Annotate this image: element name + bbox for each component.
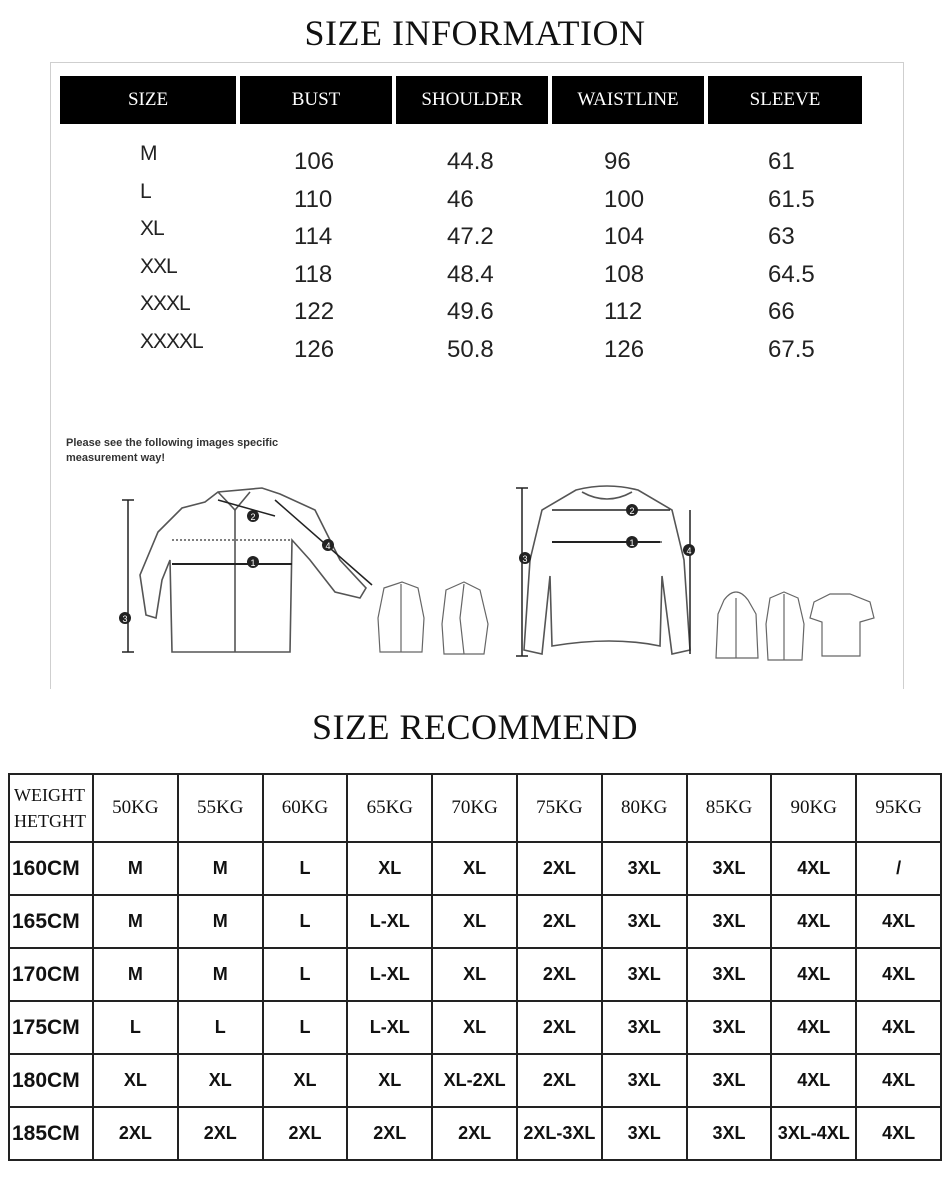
recommended-size-cell: 4XL: [771, 1054, 856, 1107]
svg-text:2: 2: [250, 512, 256, 522]
height-row: [9, 1107, 941, 1160]
height-row: [9, 842, 941, 895]
recommended-size-cell: XL: [432, 948, 517, 1001]
sleeve-value: 67.5: [768, 335, 815, 363]
waist-value: 126: [604, 335, 645, 363]
size-label: XXXL: [140, 292, 190, 315]
jacket-thumbnails: [372, 578, 497, 658]
sleeve-value: 61.5: [768, 185, 815, 213]
shoulder-value: 48.4: [447, 260, 494, 288]
size-label: M: [140, 142, 157, 165]
bust-value: 126: [294, 335, 335, 363]
sleeve-value: 61: [768, 148, 795, 175]
recommended-size-cell: 3XL: [687, 1001, 772, 1054]
sweater-measurement-diagram: [512, 480, 702, 670]
recommended-size-cell: 4XL: [856, 1001, 941, 1054]
recommended-size-cell: 2XL: [517, 842, 602, 895]
recommended-size-cell: 3XL: [602, 1001, 687, 1054]
recommended-size-cell: 3XL: [602, 948, 687, 1001]
recommended-size-cell: 2XL: [517, 1001, 602, 1054]
size-label: L: [140, 179, 151, 203]
weight-header-cell: 80KG: [602, 774, 687, 842]
height-row: [9, 1054, 941, 1107]
weight-header-cell: 65KG: [347, 774, 432, 842]
size-information-title: SIZE INFORMATION: [304, 13, 646, 53]
header-waistline: WAISTLINE: [552, 76, 704, 124]
garment-thumbnails: [710, 584, 880, 664]
height-row: [9, 948, 941, 1001]
recommended-size-cell: 4XL: [856, 1107, 941, 1160]
height-label: 175CM: [9, 1001, 93, 1054]
waist-value: 112: [604, 298, 643, 325]
header-size: SIZE: [60, 76, 236, 124]
weight-header-cell: 95KG: [856, 774, 941, 842]
size-recommend-title: SIZE RECOMMEND: [311, 707, 638, 747]
recommended-size-cell: 2XL-3XL: [517, 1107, 602, 1160]
waist-value: 100: [604, 185, 645, 213]
height-row: [9, 895, 941, 948]
recommended-size-cell: 3XL: [687, 842, 772, 895]
header-sleeve: SLEEVE: [708, 76, 862, 124]
header-bust: BUST: [240, 76, 392, 124]
sleeve-value: 66: [768, 298, 795, 325]
svg-text:1: 1: [250, 558, 256, 568]
shoulder-value: 49.6: [447, 298, 494, 325]
recommended-size-cell: L: [93, 1001, 178, 1054]
recommended-size-cell: L-XL: [347, 948, 432, 1001]
recommended-size-cell: L: [263, 842, 348, 895]
recommended-size-cell: XL: [347, 842, 432, 895]
weight-header-cell: 55KG: [178, 774, 263, 842]
recommended-size-cell: M: [93, 948, 178, 1001]
weight-header-cell: 50KG: [93, 774, 178, 842]
shoulder-value: 44.8: [447, 148, 494, 175]
shoulder-value: 50.8: [447, 335, 494, 363]
recommended-size-cell: XL: [93, 1054, 178, 1107]
size-label: XXL: [140, 254, 177, 278]
recommended-size-cell: 4XL: [856, 1054, 941, 1107]
svg-text:4: 4: [325, 541, 331, 551]
bust-value: 114: [294, 223, 333, 250]
weight-header-row: [9, 774, 941, 842]
recommended-size-cell: 4XL: [771, 895, 856, 948]
recommended-size-cell: 3XL: [602, 1054, 687, 1107]
recommended-size-cell: M: [178, 895, 263, 948]
recommended-size-cell: 2XL: [517, 895, 602, 948]
corner-height-label: HETGHT: [14, 811, 86, 831]
recommended-size-cell: 3XL: [602, 842, 687, 895]
recommended-size-cell: 4XL: [771, 948, 856, 1001]
recommended-size-cell: 4XL: [771, 1001, 856, 1054]
recommended-size-cell: XL: [432, 895, 517, 948]
recommended-size-cell: /: [856, 842, 941, 895]
recommended-size-cell: 2XL: [517, 1054, 602, 1107]
recommended-size-cell: L: [263, 895, 348, 948]
bust-value: 106: [294, 148, 335, 175]
recommended-size-cell: 3XL: [602, 1107, 687, 1160]
recommended-size-cell: XL: [178, 1054, 263, 1107]
sleeve-value: 64.5: [768, 260, 815, 288]
waist-value: 96: [604, 148, 631, 175]
recommended-size-cell: 3XL: [687, 948, 772, 1001]
recommended-size-cell: L: [263, 948, 348, 1001]
corner-weight-label: WEIGHT: [14, 785, 85, 805]
measurement-note: [66, 436, 306, 466]
recommended-size-cell: 4XL: [856, 948, 941, 1001]
size-recommend-table: [8, 773, 942, 1161]
recommended-size-cell: 3XL-4XL: [771, 1107, 856, 1160]
height-label: 165CM: [9, 895, 93, 948]
bust-value: 122: [294, 298, 335, 325]
sleeve-value: 63: [768, 223, 795, 250]
size-label: XXXXL: [140, 329, 203, 353]
recommended-size-cell: XL: [347, 1054, 432, 1107]
recommended-size-cell: 3XL: [687, 1107, 772, 1160]
recommended-size-cell: 2XL: [347, 1107, 432, 1160]
height-label: 170CM: [9, 948, 93, 1001]
svg-text:4: 4: [686, 546, 692, 556]
shoulder-value: 47.2: [447, 223, 494, 250]
recommended-size-cell: L-XL: [347, 1001, 432, 1054]
recommended-size-cell: 3XL: [687, 1054, 772, 1107]
weight-header-cell: 90KG: [771, 774, 856, 842]
height-label: 185CM: [9, 1107, 93, 1160]
recommended-size-cell: 3XL: [687, 895, 772, 948]
recommended-size-cell: XL-2XL: [432, 1054, 517, 1107]
weight-height-corner: [9, 774, 93, 842]
size-recommend-table-wrapper: [8, 773, 940, 1173]
header-shoulder: SHOULDER: [396, 76, 548, 124]
height-label: 180CM: [9, 1054, 93, 1107]
note-line-1: Please see the following images specific: [66, 437, 279, 449]
weight-header-cell: 85KG: [687, 774, 772, 842]
recommended-size-cell: L: [178, 1001, 263, 1054]
recommended-size-cell: M: [178, 842, 263, 895]
height-label: 160CM: [9, 842, 93, 895]
weight-header-cell: 60KG: [263, 774, 348, 842]
recommended-size-cell: XL: [432, 1001, 517, 1054]
recommended-size-cell: XL: [263, 1054, 348, 1107]
shoulder-value: 46: [447, 185, 474, 213]
recommended-size-cell: 2XL: [517, 948, 602, 1001]
shirt-measurement-diagram: [110, 480, 380, 670]
note-line-2: measurement way!: [66, 452, 166, 464]
recommended-size-cell: 4XL: [771, 842, 856, 895]
weight-header-cell: 70KG: [432, 774, 517, 842]
weight-header-cell: 75KG: [517, 774, 602, 842]
svg-text:3: 3: [522, 554, 528, 564]
recommended-size-cell: 3XL: [602, 895, 687, 948]
recommended-size-cell: M: [178, 948, 263, 1001]
svg-text:3: 3: [122, 614, 128, 624]
waist-value: 104: [604, 223, 645, 250]
bust-value: 110: [294, 185, 333, 213]
recommended-size-cell: L: [263, 1001, 348, 1054]
recommended-size-cell: XL: [432, 842, 517, 895]
recommended-size-cell: L-XL: [347, 895, 432, 948]
recommended-size-cell: 2XL: [432, 1107, 517, 1160]
svg-text:1: 1: [629, 538, 635, 548]
recommended-size-cell: M: [93, 895, 178, 948]
height-row: [9, 1001, 941, 1054]
recommended-size-cell: 2XL: [178, 1107, 263, 1160]
recommended-size-cell: 2XL: [93, 1107, 178, 1160]
recommended-size-cell: 2XL: [263, 1107, 348, 1160]
bust-value: 118: [294, 260, 333, 288]
waist-value: 108: [604, 260, 645, 288]
size-label: XL: [140, 217, 164, 240]
recommended-size-cell: 4XL: [856, 895, 941, 948]
svg-text:2: 2: [629, 506, 635, 516]
recommended-size-cell: M: [93, 842, 178, 895]
